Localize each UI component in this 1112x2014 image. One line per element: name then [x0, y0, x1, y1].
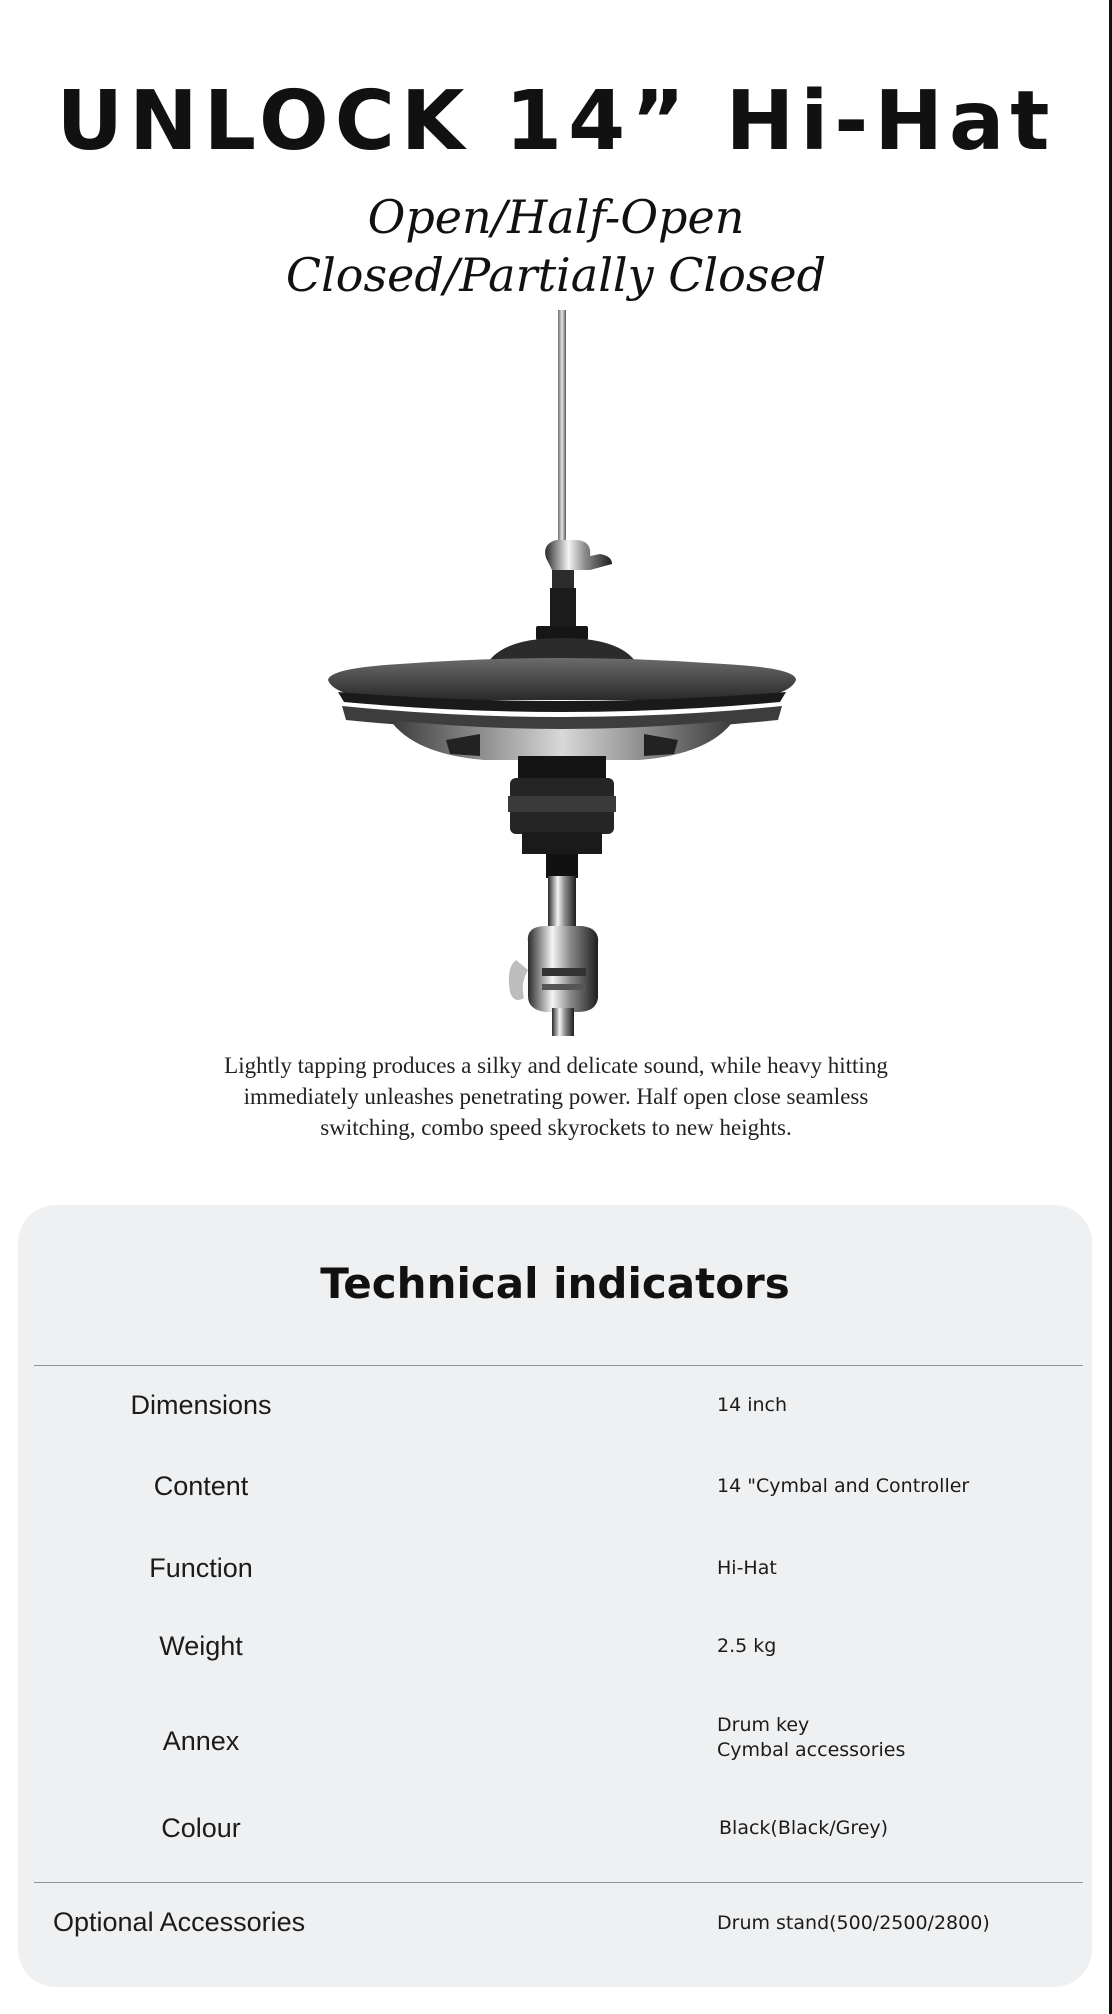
product-description [160, 1050, 952, 1143]
spec-value [717, 1713, 1087, 1763]
spec-value: Hi-Hat [717, 1557, 777, 1579]
spec-label: Optional Accessories [53, 1907, 306, 1937]
spec-label: Function [149, 1553, 253, 1583]
spec-value-line: Drum key [717, 1714, 810, 1736]
subtitle-modes-open: Open/Half-Open [367, 190, 745, 244]
spec-label: Annex [162, 1726, 240, 1756]
divider [34, 1365, 1083, 1366]
description-line: switching, combo speed skyrockets to new heights. [320, 1115, 792, 1140]
spec-value: 14 inch [717, 1394, 788, 1416]
description-line: immediately unleashes penetrating power. Half open close seamless [243, 1084, 869, 1109]
description-line: Lightly tapping produces a silky and delicate sound, while heavy hitting [224, 1053, 888, 1078]
spec-value: Drum stand(500/2500/2800) [717, 1912, 990, 1934]
spec-value: 2.5 kg [717, 1635, 777, 1657]
spec-value: Black(Black/Grey) [719, 1817, 889, 1839]
section-title: Technical indicators [320, 1259, 790, 1308]
divider [34, 1882, 1083, 1883]
spec-value: 14 "Cymbal and Controller [717, 1475, 970, 1497]
subtitle-modes-closed: Closed/Partially Closed [285, 248, 827, 302]
spec-label: Colour [161, 1813, 241, 1843]
spec-value-line: Cymbal accessories [717, 1739, 906, 1761]
spec-label: Weight [159, 1631, 243, 1661]
spec-label: Dimensions [130, 1390, 272, 1420]
hi-hat-cymbal-icon [320, 308, 810, 1038]
technical-indicators-card [18, 1205, 1092, 1987]
page-title: UNLOCK 14” Hi-Hat [56, 74, 1056, 169]
spec-label: Content [153, 1471, 249, 1501]
